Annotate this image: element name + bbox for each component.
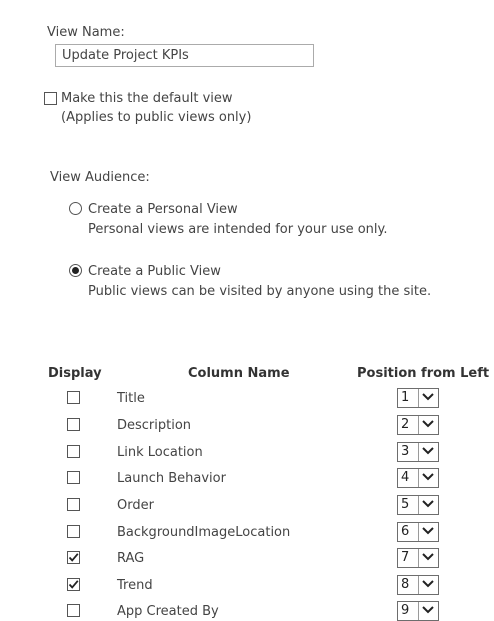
view-name-label: View Name: [47,25,125,40]
display-checkbox[interactable] [67,604,80,617]
chevron-down-icon [418,576,438,594]
display-checkbox[interactable] [67,578,80,591]
position-value: 3 [401,444,410,459]
display-column-header: Display [48,366,102,381]
chevron-down-icon [418,523,438,541]
display-checkbox[interactable] [67,391,80,404]
default-view-label: Make this the default view [61,91,233,106]
personal-view-radio[interactable] [69,202,82,215]
position-value: 5 [401,497,410,512]
position-select[interactable] [397,468,439,488]
chevron-down-icon [418,549,438,567]
default-view-checkbox[interactable] [44,92,57,105]
column-name: Order [117,498,154,513]
column-name: BackgroundImageLocation [117,525,291,540]
checkmark-icon [67,578,80,591]
public-view-radio[interactable] [69,264,82,277]
column-name: Title [117,391,145,406]
column-name: Link Location [117,445,203,460]
chevron-down-icon [418,416,438,434]
display-checkbox[interactable] [67,471,80,484]
checkmark-icon [67,551,80,564]
column-name-header: Column Name [188,366,290,381]
chevron-down-icon [418,469,438,487]
position-select[interactable] [397,601,439,621]
position-select[interactable] [397,575,439,595]
position-value: 9 [401,603,410,618]
position-value: 6 [401,524,410,539]
chevron-down-icon [418,389,438,407]
position-select[interactable] [397,548,439,568]
column-name: App Created By [117,604,219,619]
public-view-label: Create a Public View [88,264,221,279]
column-name: Trend [117,578,153,593]
display-checkbox[interactable] [67,525,80,538]
display-checkbox[interactable] [67,445,80,458]
position-select[interactable] [397,388,439,408]
column-name: Launch Behavior [117,471,226,486]
radio-selected-dot [72,267,79,274]
view-audience-label: View Audience: [50,170,150,185]
position-value: 1 [401,390,410,405]
position-select[interactable] [397,522,439,542]
position-value: 8 [401,577,410,592]
column-name: RAG [117,551,145,566]
chevron-down-icon [418,602,438,620]
display-checkbox[interactable] [67,418,80,431]
display-checkbox[interactable] [67,551,80,564]
personal-view-label: Create a Personal View [88,202,238,217]
display-checkbox[interactable] [67,498,80,511]
personal-view-description: Personal views are intended for your use only. [88,222,388,237]
column-name: Description [117,418,192,433]
chevron-down-icon [418,443,438,461]
position-value: 2 [401,417,410,432]
position-select[interactable] [397,495,439,515]
position-select[interactable] [397,415,439,435]
position-value: 4 [401,470,410,485]
view-name-input[interactable]: Update Project KPIs [55,44,314,67]
position-value: 7 [401,550,410,565]
position-column-header: Position from Left [357,366,490,381]
chevron-down-icon [418,496,438,514]
public-view-description: Public views can be visited by anyone using the site. [88,284,432,299]
default-view-note: (Applies to public views only) [61,110,252,125]
position-select[interactable] [397,442,439,462]
